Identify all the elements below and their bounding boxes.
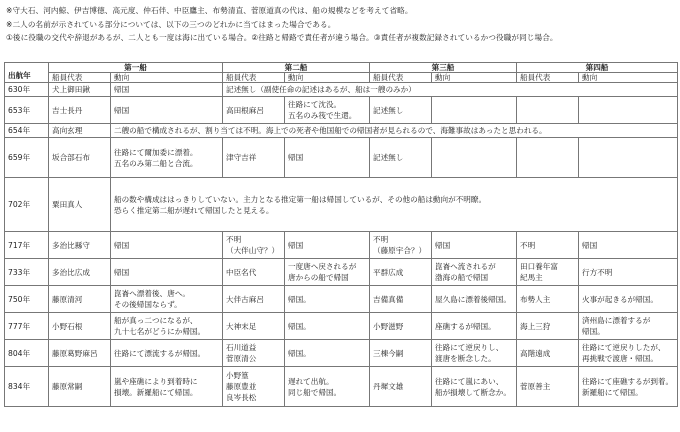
ship-rep-cell bbox=[223, 232, 285, 259]
ship-rep-cell: 藤原清河 bbox=[49, 286, 111, 313]
move-line: 帰国。 bbox=[582, 327, 605, 336]
note-line: 恐らく推定第二船が遅れて帰国したと見える。 bbox=[114, 205, 274, 215]
move-subheader: 動向 bbox=[111, 73, 223, 83]
ship-move-cell: 火事が起きるが帰国。 bbox=[579, 286, 678, 313]
move-line: 遅れて出航。 bbox=[288, 376, 334, 386]
rep-line: 良岑長松 bbox=[226, 393, 257, 402]
row-note-cell bbox=[111, 178, 678, 232]
ship-4-header: 第四船 bbox=[517, 63, 678, 73]
ship-rep-cell: 不明 bbox=[517, 232, 579, 259]
ship-rep-cell: 粟田真人 bbox=[49, 178, 111, 232]
move-line: 崑崙へ漂着後、唐へ。 bbox=[114, 289, 190, 298]
ship-rep-cell: 中臣名代 bbox=[223, 259, 285, 286]
move-line: 往路にて逆戻りし、 bbox=[435, 343, 504, 352]
move-line: 再挑戦で渡唐・帰国。 bbox=[582, 354, 658, 363]
move-subheader: 動向 bbox=[432, 73, 517, 83]
ship-move-cell bbox=[111, 367, 223, 407]
rep-line: 不明 bbox=[373, 235, 389, 244]
move-line: 往路にて沈没。 bbox=[288, 100, 342, 109]
ship-rep-cell: 平群広成 bbox=[370, 259, 432, 286]
move-line: 九十七名がどうにか帰国。 bbox=[114, 327, 206, 336]
ship-move-cell bbox=[285, 97, 370, 124]
notes-block bbox=[6, 4, 676, 45]
move-line: 嵐や座礁により到着時に bbox=[114, 376, 198, 386]
ship-rep-cell: 三棟今嗣 bbox=[370, 340, 432, 367]
ship-rep-cell bbox=[517, 138, 579, 178]
ship-move-cell bbox=[111, 286, 223, 313]
row-note-cell: 二艘の船で構成されるが、割り当ては不明。海上での死者や他国船での帰国者が見られるので、海難事故はあったと思われる。 bbox=[111, 124, 678, 138]
ship-move-cell: 帰国 bbox=[111, 232, 223, 259]
ship-move-cell: 帰国。 bbox=[285, 313, 370, 340]
move-subheader: 動向 bbox=[579, 73, 678, 83]
year-cell: 659年 bbox=[5, 138, 49, 178]
note-line: 船の数や構成ははっきりしていない。主力となる推定第一船は帰国しているが、その他の船は動向が不明瞭。 bbox=[114, 194, 487, 204]
move-line: 船が真っ二つになるが、 bbox=[114, 316, 198, 325]
year-cell: 733年 bbox=[5, 259, 49, 286]
ship-rep-cell: 記述無し bbox=[370, 97, 432, 124]
move-line: その後帰国ならず。 bbox=[114, 300, 182, 309]
year-cell: 804年 bbox=[5, 340, 49, 367]
ship-rep-cell: 大神末足 bbox=[223, 313, 285, 340]
ship-2-header: 第二船 bbox=[223, 63, 370, 73]
year-cell: 630年 bbox=[5, 83, 49, 97]
table-row bbox=[5, 313, 678, 340]
ship-rep-cell: 菅原善主 bbox=[517, 367, 579, 407]
ship-move-cell: 帰国 bbox=[579, 232, 678, 259]
ship-move-cell: 帰国 bbox=[111, 259, 223, 286]
move-line: 五名のみ筏で生還。 bbox=[288, 111, 357, 120]
ship-rep-cell: 藤原葛野麻呂 bbox=[49, 340, 111, 367]
ship-move-cell: 帰国 bbox=[111, 83, 223, 97]
move-line: 崑崙へ流されるが bbox=[435, 262, 496, 271]
ship-move-cell bbox=[432, 367, 517, 407]
ship-rep-cell: 高田根麻呂 bbox=[223, 97, 285, 124]
move-line: 渤海の船で帰国 bbox=[435, 273, 489, 282]
ship-move-cell: 帰国 bbox=[285, 232, 370, 259]
move-line: 往路にて座礁するが到着。 bbox=[582, 376, 674, 386]
ship-rep-cell bbox=[223, 340, 285, 367]
year-cell: 834年 bbox=[5, 367, 49, 407]
move-line: 唐からの船で帰国 bbox=[288, 273, 349, 282]
rep-line: 紀馬主 bbox=[520, 273, 543, 282]
ship-rep-cell: 高階遠成 bbox=[517, 340, 579, 367]
ship-move-cell: 屋久島に漂着後帰国。 bbox=[432, 286, 517, 313]
move-line: 一度唐へ戻されるが bbox=[288, 262, 357, 271]
table-row bbox=[5, 340, 678, 367]
ship-move-cell: 座礁するが帰国。 bbox=[432, 313, 517, 340]
rep-subheader: 船員代表 bbox=[49, 73, 111, 83]
ship-move-cell bbox=[579, 313, 678, 340]
move-line: 五名のみ第二船と合流。 bbox=[114, 158, 198, 168]
ship-move-cell: 往路にて漂流するが帰国。 bbox=[111, 340, 223, 367]
rep-line: 不明 bbox=[226, 235, 242, 244]
ship-move-cell bbox=[579, 340, 678, 367]
ship-rep-cell: 吉備真備 bbox=[370, 286, 432, 313]
ship-3-header: 第三船 bbox=[370, 63, 517, 73]
ship-move-cell: 行方不明 bbox=[579, 259, 678, 286]
rep-line: 田口養年富 bbox=[520, 262, 558, 271]
ship-rep-cell: 小野石根 bbox=[49, 313, 111, 340]
move-line: 新羅船にて帰国。 bbox=[582, 387, 643, 397]
ship-rep-cell: 藤原常嗣 bbox=[49, 367, 111, 407]
ship-rep-cell bbox=[517, 259, 579, 286]
table-row bbox=[5, 124, 678, 138]
year-cell: 717年 bbox=[5, 232, 49, 259]
ship-rep-cell: 犬上御田鍬 bbox=[49, 83, 111, 97]
envoy-voyage-table bbox=[4, 62, 678, 407]
ship-rep-cell: 坂合部石布 bbox=[49, 138, 111, 178]
ship-rep-cell bbox=[517, 97, 579, 124]
ship-1-header: 第一船 bbox=[49, 63, 223, 73]
note-line: ※守大石、河内鯨、伊吉博徳、高元度、仲石伴、中臣鷹主、布勢清直、菅原道真の代は、船の規模などを考えて省略。 bbox=[6, 6, 413, 15]
ship-rep-cell: 高向玄理 bbox=[49, 124, 111, 138]
ship-rep-cell: 海上三狩 bbox=[517, 313, 579, 340]
table-row bbox=[5, 138, 678, 178]
ship-rep-cell: 記述無し bbox=[370, 138, 432, 178]
move-line: 船が損壊して断念か。 bbox=[435, 387, 511, 397]
year-cell: 777年 bbox=[5, 313, 49, 340]
table-row bbox=[5, 178, 678, 232]
year-cell: 654年 bbox=[5, 124, 49, 138]
ship-move-cell bbox=[432, 138, 517, 178]
ship-move-cell: 帰国 bbox=[111, 97, 223, 124]
move-line: 損壊。新羅船にて帰国。 bbox=[114, 387, 198, 397]
rep-line: （大伴山守？） bbox=[226, 246, 280, 255]
ship-rep-cell: 小野滋野 bbox=[370, 313, 432, 340]
row-note-cell: 記述無し（副使任命の記述はあるが、船は一艘のみか） bbox=[223, 83, 678, 97]
ship-rep-cell: 丹墀文雄 bbox=[370, 367, 432, 407]
rep-line: 藤原豊並 bbox=[226, 382, 257, 391]
ship-move-cell bbox=[111, 138, 223, 178]
table-row bbox=[5, 232, 678, 259]
year-column-header: 出航年 bbox=[5, 63, 49, 83]
ship-rep-cell bbox=[223, 367, 285, 407]
move-line: 往路にて嵐にあい、 bbox=[435, 376, 504, 386]
ship-move-cell: 帰国。 bbox=[285, 340, 370, 367]
ship-rep-cell: 多治比縣守 bbox=[49, 232, 111, 259]
ship-rep-cell: 多治比広成 bbox=[49, 259, 111, 286]
rep-line: 小野篁 bbox=[226, 371, 249, 380]
ship-move-cell bbox=[285, 259, 370, 286]
ship-move-cell bbox=[579, 97, 678, 124]
ship-move-cell: 帰国 bbox=[285, 138, 370, 178]
rep-line: 石川道益 bbox=[226, 343, 257, 352]
ship-move-cell bbox=[432, 259, 517, 286]
move-line: 同じ船で帰国。 bbox=[288, 387, 342, 397]
move-line: 済州島に漂着するが bbox=[582, 316, 651, 325]
rep-line: 菅原清公 bbox=[226, 354, 257, 363]
ship-rep-cell: 布勢人主 bbox=[517, 286, 579, 313]
year-cell: 653年 bbox=[5, 97, 49, 124]
table-row bbox=[5, 97, 678, 124]
ship-move-cell: 帰国。 bbox=[285, 286, 370, 313]
year-cell: 750年 bbox=[5, 286, 49, 313]
ship-move-cell bbox=[579, 367, 678, 407]
ship-move-cell bbox=[432, 97, 517, 124]
note-line: ※二人の名前が示されている部分については、以下の三つのどれかに当てはまった場合である。 bbox=[6, 19, 336, 29]
table-row bbox=[5, 83, 678, 97]
rep-subheader: 船員代表 bbox=[517, 73, 579, 83]
year-cell: 702年 bbox=[5, 178, 49, 232]
ship-move-cell bbox=[285, 367, 370, 407]
move-line: 往路にて逆戻りしたが、 bbox=[582, 343, 666, 352]
rep-subheader: 船員代表 bbox=[370, 73, 432, 83]
ship-move-cell: 帰国 bbox=[432, 232, 517, 259]
ship-rep-cell: 津守吉祥 bbox=[223, 138, 285, 178]
ship-move-cell bbox=[111, 313, 223, 340]
ship-rep-cell bbox=[370, 232, 432, 259]
ship-rep-cell: 吉士長丹 bbox=[49, 97, 111, 124]
note-line: ①後に役職の交代や辞退があるが、二人とも一度は海に出ている場合。②往路と帰路で責任者が違う場合。③責任者が複数記録されているかつ役職が同じ場合。 bbox=[6, 33, 558, 42]
ship-move-cell bbox=[579, 138, 678, 178]
table-row bbox=[5, 286, 678, 313]
ship-rep-cell: 大伴古麻呂 bbox=[223, 286, 285, 313]
rep-subheader: 船員代表 bbox=[223, 73, 285, 83]
table-row bbox=[5, 367, 678, 407]
table-row bbox=[5, 259, 678, 286]
ship-move-cell bbox=[432, 340, 517, 367]
move-subheader: 動向 bbox=[285, 73, 370, 83]
rep-line: （藤原宇合？） bbox=[373, 246, 427, 255]
move-line: 往路にて爾加委に漂着。 bbox=[114, 147, 198, 157]
move-line: 渡唐を断念した。 bbox=[435, 354, 496, 363]
